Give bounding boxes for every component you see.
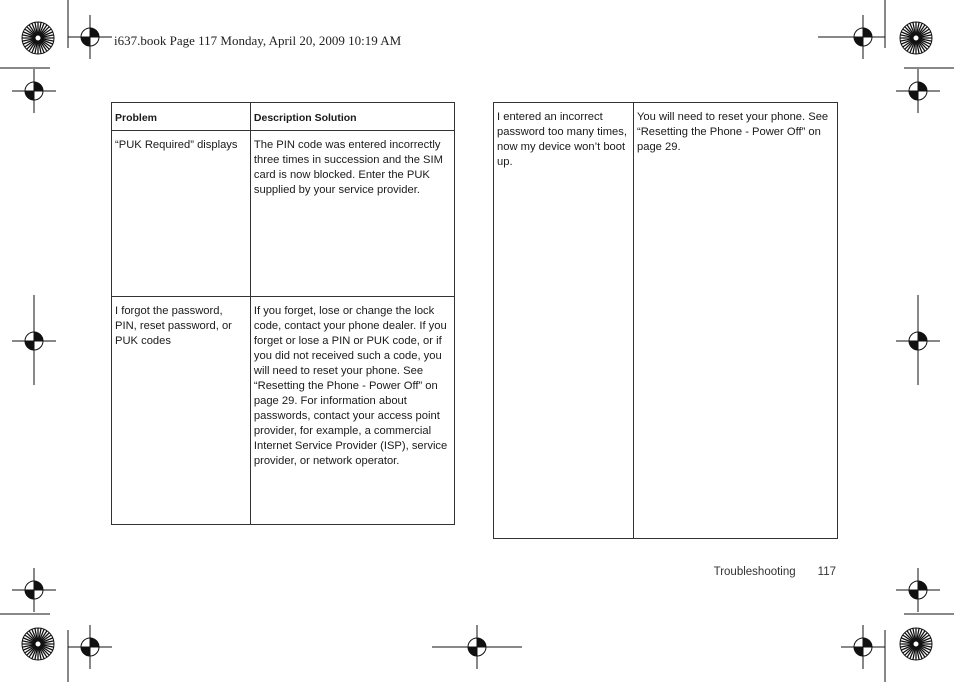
column-header-problem: Problem [112,103,251,131]
table-header-row [112,103,455,131]
column-header-solution: Description Solution [250,103,454,131]
problem-cell: I forgot the password, PIN, reset password, or PUK codes [112,297,251,525]
crosshair-icon [12,568,56,612]
solution-cell: You will need to reset your phone. See “Resetting the Phone - Power Off” on page 29. [634,103,838,539]
table-row [112,297,455,525]
print-slug-header: i637.book Page 117 Monday, April 20, 2009 10:19 AM [114,33,402,48]
troubleshooting-table-right [493,102,838,539]
starburst-top-right-icon [900,22,932,54]
crosshair-icon [896,568,940,612]
crosshair-icon [841,625,885,669]
crosshair-icon [896,69,940,113]
solution-cell: If you forget, lose or change the lock code, contact your phone dealer. If you forget or lose a PIN or PUK code, or if you did not received such a code, you will need to reset your phone. See “Resetting the Phone - Power Off” on page 29. For information about passwords, contact your access point provider, for example, a commercial Internet Service Provider (ISP), service provider, or network operator. [250,297,454,525]
page-footer [700,566,836,578]
starburst-bottom-right-icon [900,628,932,660]
page-number: 117 [817,566,836,578]
footer-section-title: Troubleshooting [713,566,796,578]
troubleshooting-table-left [111,102,455,525]
problem-cell: I entered an incorrect password too many times, now my device won’t boot up. [494,103,634,539]
table-row [494,103,838,539]
crosshair-icon [68,15,112,59]
crosshair-icon [68,625,112,669]
crosshair-icon [12,69,56,113]
solution-cell: The PIN code was entered incorrectly three times in succession and the SIM card is now blocked. Enter the PUK supplied by your service provider. [250,131,454,297]
problem-cell: “PUK Required” displays [112,131,251,297]
table-row [112,131,455,297]
starburst-top-left-icon [22,22,54,54]
starburst-bottom-left-icon [22,628,54,660]
